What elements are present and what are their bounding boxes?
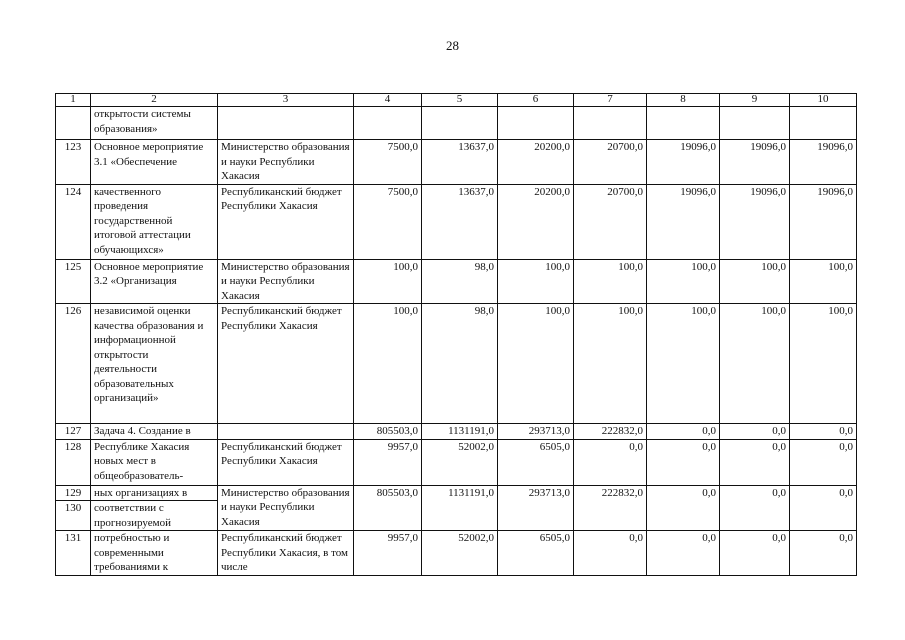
value-cell: 805503,0 <box>354 424 422 440</box>
funding-source: Республиканский бюджет Республики Хакасия <box>218 184 354 259</box>
header-cell: 2 <box>91 94 218 107</box>
funding-source: Министерство образования и науки Республики Хакасия <box>218 259 354 304</box>
value-cell: 0,0 <box>720 424 790 440</box>
funding-source: Республиканский бюджет Республики Хакасия <box>218 304 354 424</box>
row-number: 125 <box>56 259 91 304</box>
value-cell: 0,0 <box>790 485 857 531</box>
row-number: 129 <box>56 485 91 501</box>
value-cell: 98,0 <box>422 259 498 304</box>
header-cell: 3 <box>218 94 354 107</box>
activity-name: Основное мероприятие 3.1 «Обеспечение <box>91 140 218 185</box>
value-cell: 9957,0 <box>354 439 422 485</box>
value-cell: 52002,0 <box>422 531 498 576</box>
header-cell: 5 <box>422 94 498 107</box>
header-cell: 4 <box>354 94 422 107</box>
row-number: 124 <box>56 184 91 259</box>
value-cell: 98,0 <box>422 304 498 424</box>
value-cell: 0,0 <box>720 439 790 485</box>
value-cell: 19096,0 <box>647 140 720 185</box>
value-cell: 19096,0 <box>790 184 857 259</box>
value-cell: 100,0 <box>790 259 857 304</box>
value-cell: 0,0 <box>790 424 857 440</box>
row-number: 126 <box>56 304 91 424</box>
value-cell: 13637,0 <box>422 140 498 185</box>
value-cell <box>354 107 422 140</box>
value-cell: 100,0 <box>647 304 720 424</box>
row-number: 130 <box>56 501 91 531</box>
activity-name: Республике Хакасия новых мест в общеобразователь- <box>91 439 218 485</box>
value-cell: 0,0 <box>647 424 720 440</box>
value-cell: 0,0 <box>574 439 647 485</box>
activity-name: открытости системы образования» <box>91 107 218 140</box>
value-cell: 6505,0 <box>498 531 574 576</box>
value-cell <box>574 107 647 140</box>
value-cell: 0,0 <box>574 531 647 576</box>
funding-source <box>218 107 354 140</box>
value-cell: 1131191,0 <box>422 485 498 531</box>
header-cell: 10 <box>790 94 857 107</box>
funding-source: Республиканский бюджет Республики Хакасия <box>218 439 354 485</box>
row-number <box>56 107 91 140</box>
value-cell: 52002,0 <box>422 439 498 485</box>
value-cell: 100,0 <box>574 304 647 424</box>
header-cell: 7 <box>574 94 647 107</box>
row-number: 127 <box>56 424 91 440</box>
value-cell: 100,0 <box>354 259 422 304</box>
table-row <box>56 304 857 424</box>
funding-source: Министерство образования и науки Республики Хакасия <box>218 140 354 185</box>
table-row <box>56 184 857 259</box>
value-cell: 19096,0 <box>647 184 720 259</box>
table-row <box>56 439 857 485</box>
activity-name: Основное мероприятие 3.2 «Организация <box>91 259 218 304</box>
header-cell: 1 <box>56 94 91 107</box>
value-cell <box>647 107 720 140</box>
value-cell: 9957,0 <box>354 531 422 576</box>
activity-name: соответствии с прогнозируемой <box>91 501 218 531</box>
value-cell <box>720 107 790 140</box>
value-cell: 0,0 <box>790 439 857 485</box>
value-cell: 19096,0 <box>720 184 790 259</box>
value-cell: 100,0 <box>790 304 857 424</box>
activity-name: ных организациях в <box>91 485 218 501</box>
funding-source: Республиканский бюджет Республики Хакасия, в том числе <box>218 531 354 576</box>
value-cell: 0,0 <box>647 531 720 576</box>
value-cell: 0,0 <box>647 439 720 485</box>
header-cell: 8 <box>647 94 720 107</box>
value-cell: 100,0 <box>720 304 790 424</box>
value-cell: 100,0 <box>354 304 422 424</box>
page-number: 28 <box>446 38 459 53</box>
activity-name: независимой оценки качества образования и информационной открытости деятельности образовательных организаций» <box>91 304 218 424</box>
value-cell: 222832,0 <box>574 424 647 440</box>
value-cell: 1131191,0 <box>422 424 498 440</box>
funding-source <box>218 424 354 440</box>
value-cell <box>790 107 857 140</box>
table-row <box>56 485 857 501</box>
value-cell: 20200,0 <box>498 140 574 185</box>
value-cell: 0,0 <box>790 531 857 576</box>
table-row <box>56 140 857 185</box>
header-row <box>56 94 857 107</box>
table-row <box>56 259 857 304</box>
value-cell <box>422 107 498 140</box>
value-cell: 100,0 <box>647 259 720 304</box>
value-cell: 20200,0 <box>498 184 574 259</box>
value-cell: 0,0 <box>647 485 720 531</box>
budget-table <box>55 93 857 576</box>
value-cell: 7500,0 <box>354 140 422 185</box>
value-cell: 100,0 <box>574 259 647 304</box>
value-cell: 100,0 <box>498 259 574 304</box>
value-cell: 293713,0 <box>498 424 574 440</box>
activity-name: потребностью и современными требованиями к <box>91 531 218 576</box>
value-cell: 19096,0 <box>720 140 790 185</box>
table-row <box>56 424 857 440</box>
funding-source: Министерство образования и науки Республики Хакасия <box>218 485 354 531</box>
value-cell: 0,0 <box>720 531 790 576</box>
value-cell: 222832,0 <box>574 485 647 531</box>
value-cell: 100,0 <box>720 259 790 304</box>
row-number: 123 <box>56 140 91 185</box>
value-cell: 7500,0 <box>354 184 422 259</box>
value-cell: 19096,0 <box>790 140 857 185</box>
value-cell: 6505,0 <box>498 439 574 485</box>
value-cell: 100,0 <box>498 304 574 424</box>
value-cell: 0,0 <box>720 485 790 531</box>
row-number: 131 <box>56 531 91 576</box>
table-row <box>56 531 857 576</box>
activity-name: качественного проведения государственной итоговой аттестации обучающихся» <box>91 184 218 259</box>
value-cell <box>498 107 574 140</box>
header-cell: 6 <box>498 94 574 107</box>
header-cell: 9 <box>720 94 790 107</box>
row-number: 128 <box>56 439 91 485</box>
activity-name: Задача 4. Создание в <box>91 424 218 440</box>
table-row <box>56 107 857 140</box>
value-cell: 805503,0 <box>354 485 422 531</box>
value-cell: 293713,0 <box>498 485 574 531</box>
value-cell: 20700,0 <box>574 140 647 185</box>
value-cell: 20700,0 <box>574 184 647 259</box>
value-cell: 13637,0 <box>422 184 498 259</box>
